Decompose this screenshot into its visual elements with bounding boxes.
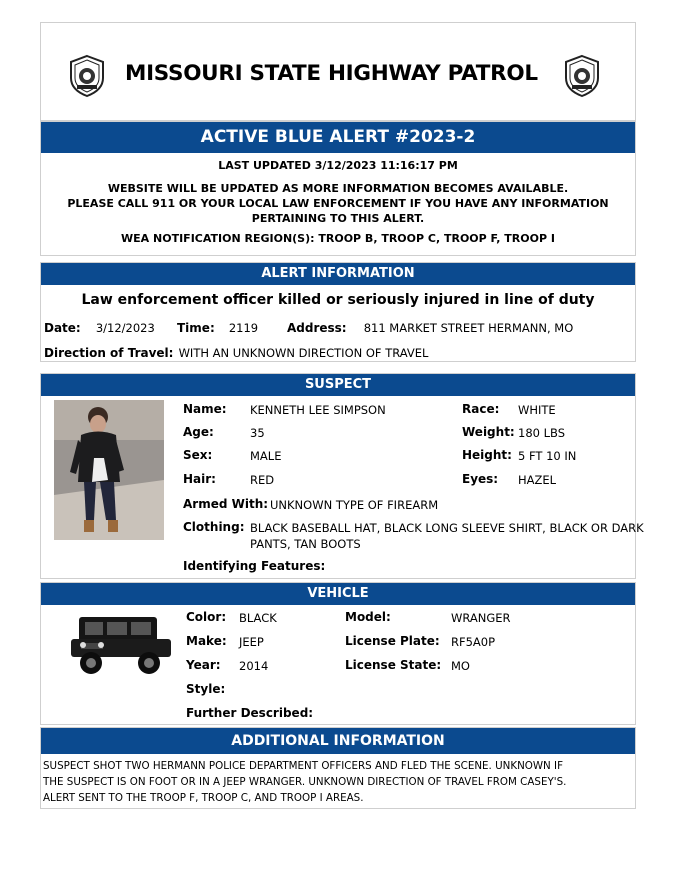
last-updated: LAST UPDATED 3/12/2023 11:16:17 PM	[218, 159, 458, 172]
clothing-value: BLACK BASEBALL HAT, BLACK LONG SLEEVE SHIRT, BLACK OR DARK	[250, 521, 644, 535]
name-label: Name:	[183, 402, 227, 416]
license-plate-label: License Plate:	[345, 634, 440, 648]
alert-summary-block	[40, 121, 636, 256]
vehicle-make-label: Make:	[186, 634, 227, 648]
notice-line: PLEASE CALL 911 OR YOUR LOCAL LAW ENFORCEMENT IF YOU HAVE ANY INFORMATION	[67, 197, 609, 210]
race-value: WHITE	[518, 403, 556, 417]
sex-value: MALE	[250, 449, 282, 463]
time-value: 2119	[228, 321, 259, 335]
vehicle-color-value: BLACK	[239, 611, 277, 625]
license-state-value: MO	[451, 659, 470, 673]
vehicle-style-label: Style:	[186, 682, 226, 696]
vehicle-heading: VEHICLE	[41, 583, 635, 605]
date-value: 3/12/2023	[95, 321, 155, 335]
license-plate-value: RF5A0P	[451, 635, 496, 649]
weight-value: 180 LBS	[518, 426, 565, 440]
jeep-vehicle-icon	[69, 613, 173, 675]
additional-info-line: THE SUSPECT IS ON FOOT OR IN A JEEP WRANGER. UNKNOWN DIRECTION OF TRAVEL FROM CASEY'S.	[43, 776, 567, 788]
armed-value: UNKNOWN TYPE OF FIREARM	[270, 498, 439, 512]
eyes-label: Eyes:	[462, 472, 499, 486]
height-label: Height:	[462, 448, 512, 462]
age-value: 35	[250, 426, 265, 440]
sex-label: Sex:	[183, 448, 213, 462]
vehicle-color-label: Color:	[186, 610, 227, 624]
alert-information-heading: ALERT INFORMATION	[41, 263, 635, 285]
further-described-label: Further Described:	[186, 706, 314, 720]
additional-information-heading: ADDITIONAL INFORMATION	[41, 728, 635, 754]
suspect-photo	[54, 400, 164, 540]
alert-title: ACTIVE BLUE ALERT #2023-2	[41, 122, 635, 153]
direction-value: WITH AN UNKNOWN DIRECTION OF TRAVEL	[178, 346, 429, 360]
date-label: Date:	[44, 321, 81, 335]
vehicle-year-value: 2014	[239, 659, 269, 673]
date-time-address-row	[44, 317, 155, 336]
additional-info-line: SUSPECT SHOT TWO HERMANN POLICE DEPARTMENT OFFICERS AND FLED THE SCENE. UNKNOWN IF	[43, 760, 563, 772]
identifying-features-label: Identifying Features:	[183, 559, 326, 573]
suspect-section	[40, 373, 644, 579]
alert-summary: Law enforcement officer killed or seriously injured in line of duty	[81, 292, 595, 308]
highway-patrol-seal-icon	[67, 54, 107, 98]
height-value: 5 FT 10 IN	[518, 449, 577, 463]
vehicle-model-label: Model:	[345, 610, 391, 624]
time-label: Time:	[177, 321, 215, 335]
eyes-value: HAZEL	[518, 473, 557, 487]
name-value: KENNETH LEE SIMPSON	[250, 403, 386, 417]
agency-title: MISSOURI STATE HIGHWAY PATROL	[125, 61, 538, 86]
address-value: 811 MARKET STREET HERMANN, MO	[363, 321, 574, 335]
wea-regions: WEA NOTIFICATION REGION(S): TROOP B, TROOP C, TROOP F, TROOP I	[121, 232, 555, 245]
alert-information-section	[40, 262, 636, 362]
highway-patrol-seal-icon	[562, 54, 602, 98]
hair-value: RED	[250, 473, 275, 487]
clothing-value: PANTS, TAN BOOTS	[250, 537, 361, 551]
vehicle-section	[40, 582, 636, 725]
notice-line: WEBSITE WILL BE UPDATED AS MORE INFORMATION BECOMES AVAILABLE.	[107, 182, 569, 195]
vehicle-year-label: Year:	[186, 658, 221, 672]
suspect-heading: SUSPECT	[41, 374, 635, 396]
additional-information-section	[40, 727, 636, 809]
vehicle-model-value: WRANGER	[451, 611, 511, 625]
hair-label: Hair:	[183, 472, 216, 486]
age-label: Age:	[183, 425, 214, 439]
license-state-label: License State:	[345, 658, 442, 672]
direction-label: Direction of Travel:	[44, 346, 174, 360]
page-header	[40, 22, 636, 121]
race-label: Race:	[462, 402, 500, 416]
armed-label: Armed With:	[183, 497, 269, 511]
address-label: Address:	[287, 321, 347, 335]
additional-info-line: ALERT SENT TO THE TROOP F, TROOP C, AND TROOP I AREAS.	[43, 792, 364, 804]
notice-line: PERTAINING TO THIS ALERT.	[251, 212, 425, 225]
vehicle-make-value: JEEP	[239, 635, 264, 649]
clothing-label: Clothing:	[183, 520, 245, 534]
weight-label: Weight:	[462, 425, 515, 439]
